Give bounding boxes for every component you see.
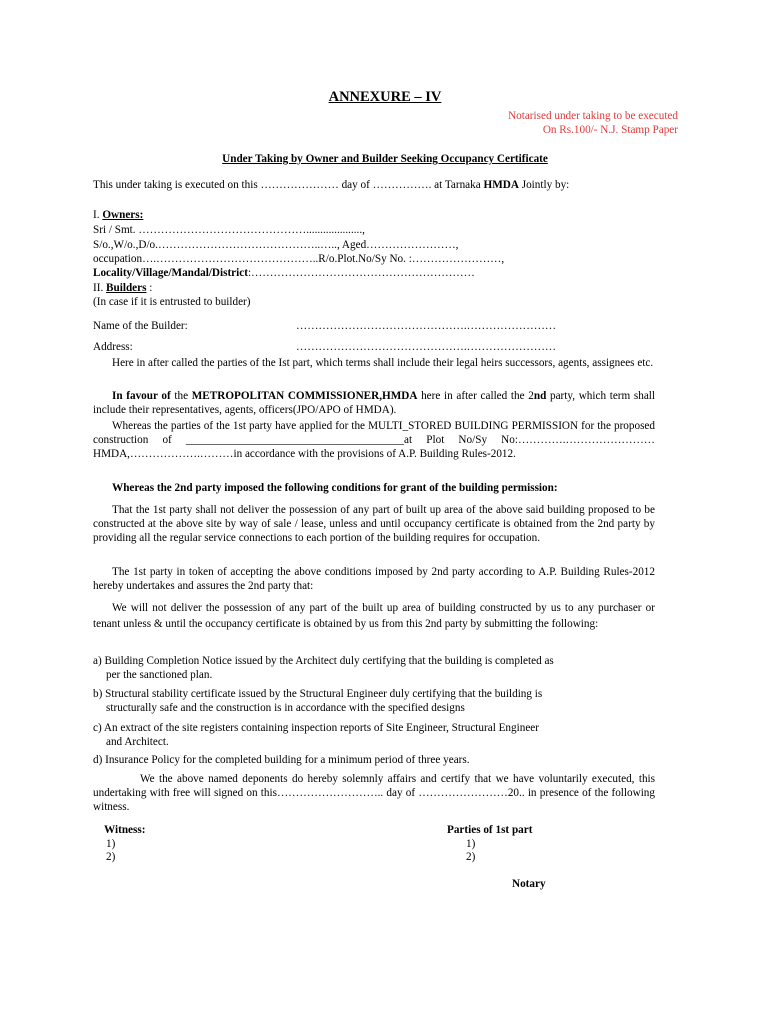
list-item: d) Insurance Policy for the completed building for a minimum period of three years. — [93, 754, 470, 766]
document-title: ANNEXURE – IV — [328, 89, 442, 105]
favour-paragraph: In favour of the METROPOLITAN COMMISSIONER,HMDA here in after called the 2nd party, which term shall include their representatives, agents, officers(JPO/APO of HMDA). — [93, 390, 656, 416]
intro-line: This under taking is executed on this ………………… day of ……………. at Tarnaka HMDA Jointly by: — [93, 179, 570, 191]
list-item: a) Building Completion Notice issued by the Architect duly certifying that the building is completed as per the sanctioned plan. — [93, 655, 554, 681]
owner-name-line: Sri / Smt. ………………………………………...................., — [93, 224, 365, 236]
notary-note-line2: On Rs.100/- N.J. Stamp Paper — [542, 124, 678, 136]
token-paragraph: The 1st party in token of accepting the above conditions imposed by 2nd party according to A.P. Building Rules-2012 hereby undertakes and assures the 2nd party that: — [93, 566, 655, 592]
notary-label: Notary — [512, 878, 546, 890]
undertaking-heading: Under Taking by Owner and Builder Seeking Occupancy Certificate — [222, 153, 548, 165]
builder-address-label: Address: — [93, 341, 133, 353]
whereas-applied-paragraph: Whereas the parties of the 1st party have applied for the MULTI_STORED BUILDING PERMISSION for the proposed construction of _______________________________________at Plot No/Sy No:………….……………………HMDA,……………….………in accordance with the provisions of A.P. Building Rules-2012. — [93, 420, 655, 460]
parties-paragraph: Here in after called the parties of the Ist part, which terms shall include their legal heirs successors, agents, assignees etc. — [112, 357, 654, 369]
list-item: b) Structural stability certificate issued by the Structural Engineer duly certifying that the building is structurally safe and the construction is in accordance with the specified designs — [93, 688, 543, 714]
list-item: c) An extract of the site registers containing inspection reports of Site Engineer, Structural Engineer and Architect. — [93, 722, 539, 748]
builder-name-label: Name of the Builder: — [93, 320, 188, 332]
parties-item-1: 1) — [466, 838, 476, 850]
deliver-paragraph: That the 1st party shall not deliver the possession of any part of built up area of the above said building proposed to be constructed at the above site by way of sale / lease, unless and until occupancy certificate is obtained from the 2nd party by providing all the regular service connections to each portion of the building requires for occupation. — [93, 504, 655, 544]
witness-item-1: 1) — [106, 838, 116, 850]
affirmation-paragraph: We the above named deponents do hereby solemnly affairs and certify that we have voluntarily executed, this undertaking with free will signed on this……………………….. day of ……………………20.. in presence of the following witness. — [93, 773, 655, 813]
whereas-conditions-paragraph: Whereas the 2nd party imposed the following conditions for grant of the building permission: — [112, 482, 558, 494]
builders-note: (In case if it is entrusted to builder) — [93, 296, 251, 308]
owners-heading: I. Owners: — [93, 209, 144, 221]
builder-address-value: ……………………………………….…………………… — [296, 341, 557, 353]
owner-locality-line: Locality/Village/Mandal/District:…………………………………………………… — [93, 267, 475, 279]
owner-occupation-line: occupation….……………………………………..R/o.Plot.No/Sy No. :……………………, — [93, 253, 505, 265]
will-not-deliver-paragraph: We will not deliver the possession of any part of the built up area of building constructed by us to any purchaser or tenant unless & until the occupancy certificate is obtained by us from this 2nd party by submitting the following: — [93, 602, 655, 630]
builder-name-value: ……………………………………….…………………… — [296, 320, 557, 332]
builders-heading: II. Builders : — [93, 282, 153, 294]
parties-label: Parties of 1st part — [447, 824, 533, 836]
witness-label: Witness: — [104, 824, 146, 836]
witness-item-2: 2) — [106, 851, 116, 863]
owner-relation-line: S/o.,W/o.,D/o.……………………………………..….., Aged……………………, — [93, 239, 459, 251]
parties-item-2: 2) — [466, 851, 476, 863]
notary-note-line1: Notarised under taking to be executed — [508, 110, 678, 122]
